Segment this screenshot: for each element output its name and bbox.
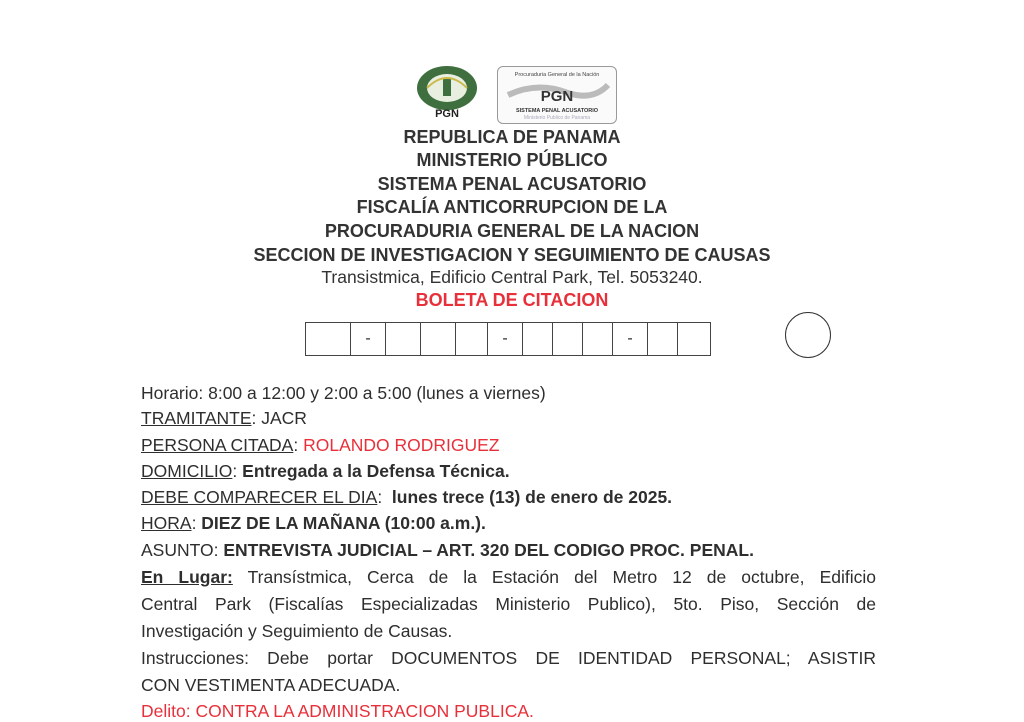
tramitante-line: [141, 408, 307, 429]
number-box: [385, 322, 421, 356]
hora-line: HORA: DIEZ DE LA MAÑANA (10:00 a.m.).: [141, 513, 486, 533]
number-box: [420, 322, 456, 356]
lugar-line: Investigación y Seguimiento de Causas.: [141, 621, 453, 641]
instrucciones-line: CON VESTIMENTA ADECUADA.: [141, 675, 401, 695]
asunto-label: ASUNTO:: [141, 540, 224, 560]
header-line: SECCION DE INVESTIGACION Y SEGUIMIENTO DE CAUSAS: [253, 245, 771, 265]
lugar-text: Transístmica, Cerca de la Estación del Metro 12 de octubre, Edificio: [232, 567, 876, 587]
number-box: -: [612, 322, 648, 356]
number-box: -: [487, 322, 523, 356]
lugar-line: Central Park (Fiscalías Especializadas Ministerio Publico), 5to. Piso, Sección de: [141, 594, 876, 614]
number-box: [552, 322, 583, 356]
horario: Horario: 8:00 a 12:00 y 2:00 a 5:00 (lunes a viernes): [141, 383, 546, 403]
number-box: [647, 322, 678, 356]
number-box: [677, 322, 711, 356]
document-title: BOLETA DE CITACION: [415, 290, 609, 310]
domicilio-label: DOMICILIO: [141, 461, 233, 481]
header-line: SISTEMA PENAL ACUSATORIO: [377, 174, 647, 194]
circle-mark: [785, 312, 831, 358]
svg-text:PGN: PGN: [435, 108, 459, 120]
dia-line: DEBE COMPARECER EL DIA: lunes trece (13) de enero de 2025.: [141, 487, 673, 507]
svg-text:PGN: PGN: [540, 88, 574, 105]
dia-label: DEBE COMPARECER EL DIA: [141, 487, 378, 507]
pgn-sistema-penal-logo: [497, 66, 617, 124]
asunto-value: ENTREVISTA JUDICIAL – ART. 320 DEL CODIGO PROC. PENAL.: [223, 540, 754, 560]
domicilio-value: Entregada a la Defensa Técnica.: [242, 461, 510, 481]
hora-value: DIEZ DE LA MAÑANA (10:00 a.m.).: [201, 513, 486, 533]
tramitante-value: : JACR: [251, 408, 307, 428]
number-box: [582, 322, 613, 356]
address: Transistmica, Edificio Central Park, Tel. 5053240.: [321, 267, 703, 287]
header-line: PROCURADURIA GENERAL DE LA NACION: [324, 221, 700, 241]
asunto-line: [141, 540, 754, 561]
hora-label: HORA: [141, 513, 192, 533]
header-line: REPUBLICA DE PANAMA: [403, 127, 621, 147]
persona-line: PERSONA CITADA: ROLANDO RODRIGUEZ: [141, 435, 500, 455]
svg-text:Procuraduria General de la Nac: Procuraduria General de la Nación: [514, 72, 600, 78]
dia-value: lunes trece (13) de enero de 2025.: [391, 487, 673, 507]
svg-text:SISTEMA PENAL ACUSATORIO: SISTEMA PENAL ACUSATORIO: [515, 108, 599, 114]
number-box: [522, 322, 553, 356]
number-box: -: [350, 322, 386, 356]
header-line: FISCALÍA ANTICORRUPCION DE LA: [356, 197, 668, 217]
instrucciones-line: Instrucciones: Debe portar DOCUMENTOS DE IDENTIDAD PERSONAL; ASISTIR: [141, 648, 876, 668]
persona-value: ROLANDO RODRIGUEZ: [303, 435, 500, 455]
number-box: [305, 322, 351, 356]
lugar-line: [141, 567, 876, 588]
delito: Delito: CONTRA LA ADMINISTRACION PUBLICA.: [141, 701, 534, 721]
svg-text:Ministerio Publico de Panama: Ministerio Publico de Panama: [523, 115, 591, 121]
persona-label: PERSONA CITADA: [141, 435, 294, 455]
ministerio-publico-seal-logo: [401, 64, 493, 120]
lugar-label: En Lugar:: [141, 567, 233, 587]
domicilio-line: DOMICILIO: Entregada a la Defensa Técnica.: [141, 461, 510, 481]
number-box: [455, 322, 488, 356]
tramitante-label: TRAMITANTE: [141, 408, 252, 428]
header-line: MINISTERIO PÚBLICO: [416, 150, 608, 170]
